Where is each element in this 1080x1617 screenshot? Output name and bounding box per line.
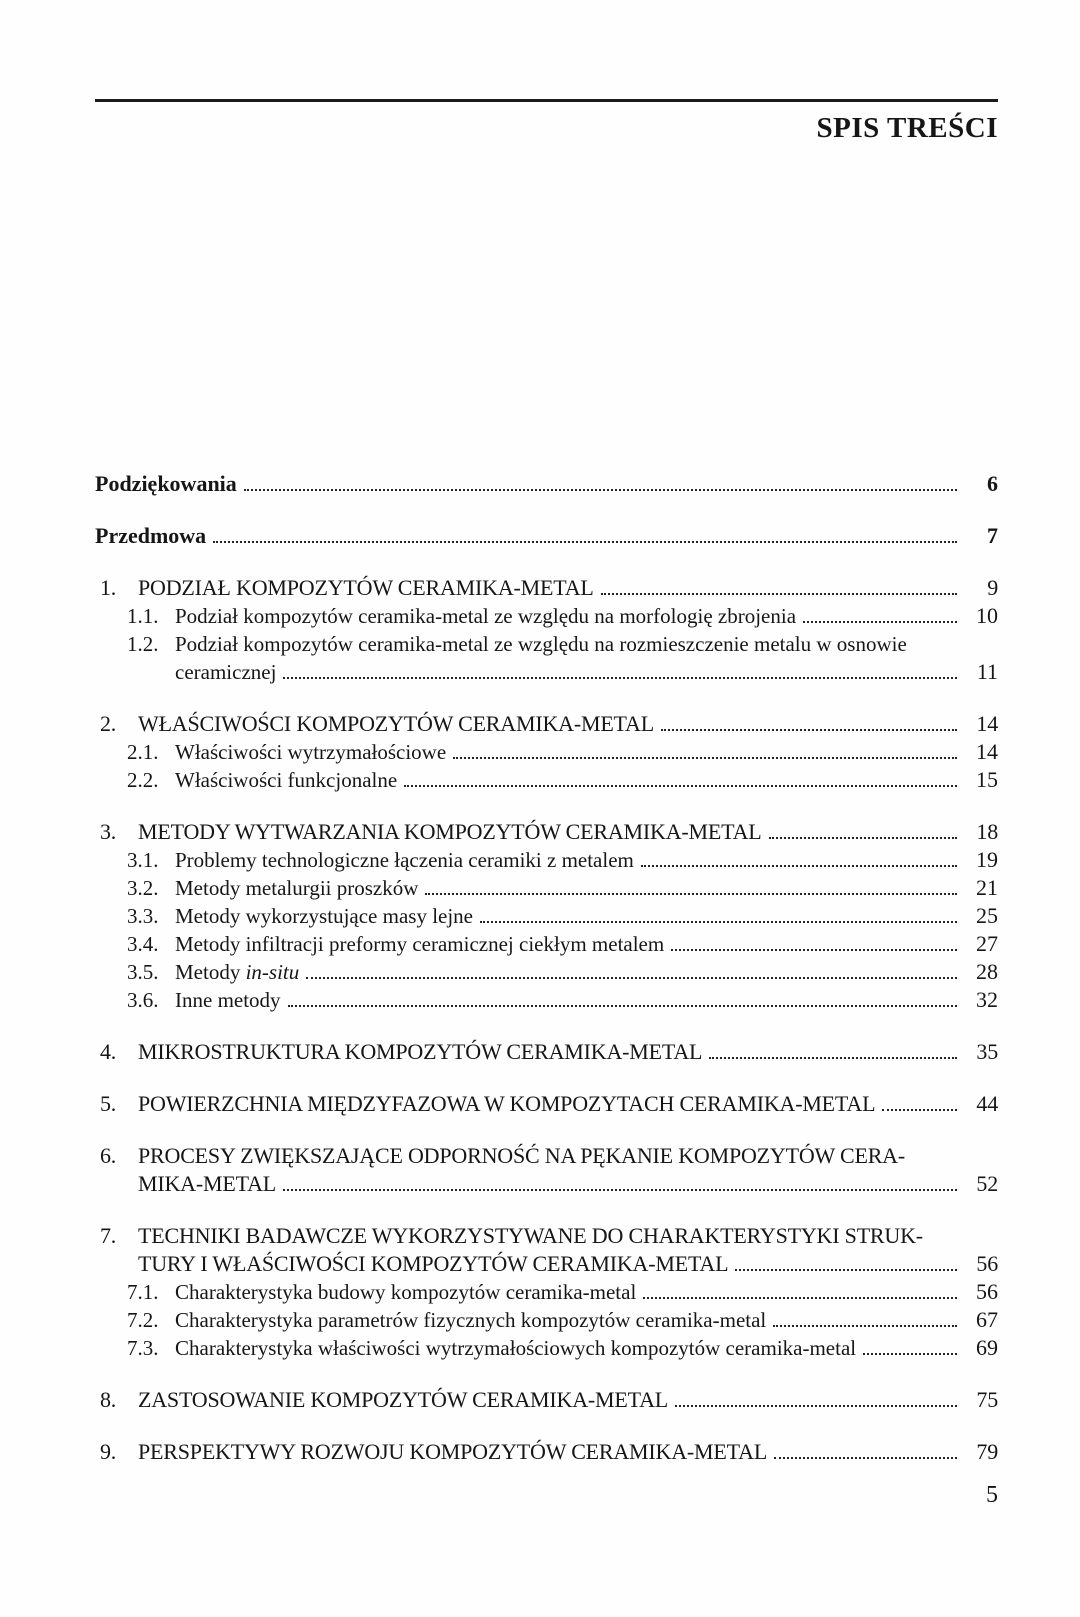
page-title: SPIS TREŚCI (816, 112, 998, 144)
dot-leader (244, 489, 957, 491)
toc-entry (95, 846, 998, 874)
dot-leader (769, 837, 957, 839)
page-number-folio: 5 (986, 1482, 998, 1508)
entry-text: MIKROSTRUKTURA KOMPOZYTÓW CERAMIKA-METAL (138, 1039, 703, 1064)
toc-entry (95, 602, 998, 630)
entry-text: TURY I WŁAŚCIWOŚCI KOMPOZYTÓW CERAMIKA-METAL (138, 1251, 729, 1276)
entry-text: Metody in-situ (175, 960, 300, 984)
toc-entry-line (95, 738, 998, 766)
entry-number: 7.2. (127, 1308, 159, 1332)
entry-page-number: 44 (976, 1091, 998, 1116)
entry-text: METODY WYTWARZANIA KOMPOZYTÓW CERAMIKA-METAL (138, 819, 762, 844)
entry-number: 7. (100, 1223, 117, 1248)
dot-leader (661, 729, 957, 731)
entry-text: Metody wykorzystujące masy lejne (175, 904, 473, 928)
entry-number: 3.6. (127, 988, 159, 1012)
entry-text: Podział kompozytów ceramika-metal ze względu na morfologię zbrojenia (175, 604, 797, 628)
toc-entry (95, 766, 998, 794)
entry-number: 1.1. (127, 604, 159, 628)
entry-text: Przedmowa (95, 523, 207, 548)
toc-entry-line (95, 710, 998, 738)
toc-entry-line (95, 1038, 998, 1066)
entry-page-number: 56 (976, 1251, 998, 1276)
toc-entry (95, 1306, 998, 1334)
table-of-contents (95, 470, 998, 1466)
entry-page-number: 79 (976, 1439, 998, 1464)
entry-text: Inne metody (175, 988, 281, 1012)
entry-page-number: 6 (987, 471, 998, 496)
entry-number: 9. (100, 1439, 117, 1464)
entry-page-number: 15 (976, 767, 998, 792)
toc-entry-line (95, 630, 998, 658)
toc-entry-line (95, 1142, 998, 1170)
dot-leader (283, 1189, 957, 1191)
toc-entry (95, 1386, 998, 1414)
toc-entry-line (95, 1222, 998, 1250)
entry-text: Właściwości funkcjonalne (175, 768, 398, 792)
dot-leader (404, 785, 957, 787)
entry-number: 3.5. (127, 960, 159, 984)
entry-text: Metody metalurgii proszków (175, 876, 419, 900)
toc-entry (95, 818, 998, 846)
entry-text-italic: in-situ (245, 960, 300, 984)
entry-number: 3.2. (127, 876, 159, 900)
entry-text: WŁAŚCIWOŚCI KOMPOZYTÓW CERAMIKA-METAL (138, 711, 654, 736)
toc-entry-line (95, 1250, 998, 1278)
entry-number: 3. (100, 819, 117, 844)
toc-entry-line (95, 1306, 998, 1334)
entry-text: Metody infiltracji preformy ceramicznej ciekłym metalem (175, 932, 665, 956)
toc-entry (95, 710, 998, 738)
toc-entry (95, 958, 998, 986)
toc-entry (95, 738, 998, 766)
entry-text: Charakterystyka parametrów fizycznych kompozytów ceramika-metal (175, 1308, 767, 1332)
toc-entry (95, 1278, 998, 1306)
entry-text: Podziękowania (95, 471, 237, 496)
entry-text: Właściwości wytrzymałościowe (175, 740, 447, 764)
toc-entry (95, 522, 998, 550)
toc-entry-line (95, 470, 998, 498)
entry-page-number: 18 (976, 819, 998, 844)
toc-entry-line (95, 902, 998, 930)
dot-leader (863, 1353, 957, 1355)
entry-text: TECHNIKI BADAWCZE WYKORZYSTYWANE DO CHARAKTERYSTYKI STRUK- (138, 1223, 923, 1248)
entry-page-number: 21 (976, 875, 998, 900)
entry-page-number: 14 (976, 711, 998, 736)
entry-number: 5. (100, 1091, 117, 1116)
entry-page-number: 9 (987, 575, 998, 600)
header-rule (95, 99, 998, 102)
entry-text: PROCESY ZWIĘKSZAJĄCE ODPORNOŚĆ NA PĘKANIE KOMPOZYTÓW CERA- (138, 1143, 905, 1168)
entry-number: 3.3. (127, 904, 159, 928)
dot-leader (675, 1405, 957, 1407)
toc-entry (95, 930, 998, 958)
entry-number: 1. (100, 575, 117, 600)
entry-page-number: 69 (976, 1335, 998, 1360)
entry-page-number: 52 (976, 1171, 998, 1196)
toc-entry (95, 874, 998, 902)
dot-leader (213, 541, 957, 543)
entry-text: ceramicznej (175, 660, 277, 684)
entry-page-number: 32 (976, 987, 998, 1012)
dot-leader (641, 865, 957, 867)
dot-leader (709, 1057, 957, 1059)
dot-leader (425, 893, 957, 895)
toc-entry-line (95, 602, 998, 630)
toc-entry-line (95, 874, 998, 902)
toc-entry (95, 1090, 998, 1118)
entry-page-number: 56 (976, 1279, 998, 1304)
entry-number: 3.4. (127, 932, 159, 956)
toc-entry-line (95, 958, 998, 986)
entry-page-number: 67 (976, 1307, 998, 1332)
entry-page-number: 10 (976, 603, 998, 628)
entry-number: 2.1. (127, 740, 159, 764)
dot-leader (453, 757, 957, 759)
entry-page-number: 28 (976, 959, 998, 984)
toc-entry-line (95, 1438, 998, 1466)
entry-number: 1.2. (127, 632, 159, 656)
toc-entry-line (95, 1090, 998, 1118)
entry-page-number: 35 (976, 1039, 998, 1064)
toc-entry (95, 1038, 998, 1066)
entry-number: 2.2. (127, 768, 159, 792)
toc-entry-line (95, 930, 998, 958)
toc-entry (95, 470, 998, 498)
toc-entry (95, 574, 998, 602)
toc-entry-line (95, 522, 998, 550)
entry-text: PODZIAŁ KOMPOZYTÓW CERAMIKA-METAL (138, 575, 594, 600)
toc-entry (95, 1142, 998, 1198)
toc-entry (95, 1222, 998, 1278)
toc-entry-line (95, 574, 998, 602)
toc-entry (95, 630, 998, 686)
entry-text: Podział kompozytów ceramika-metal ze względu na rozmieszczenie metalu w osnowie (175, 632, 907, 656)
dot-leader (671, 949, 957, 951)
entry-text: POWIERZCHNIA MIĘDZYFAZOWA W KOMPOZYTACH CERAMIKA-METAL (138, 1091, 876, 1116)
entry-page-number: 14 (976, 739, 998, 764)
entry-text: MIKA-METAL (138, 1171, 276, 1196)
toc-entry (95, 1334, 998, 1362)
toc-entry (95, 1438, 998, 1466)
entry-number: 2. (100, 711, 117, 736)
entry-page-number: 7 (987, 523, 998, 548)
entry-number: 3.1. (127, 848, 159, 872)
toc-entry-line (95, 1386, 998, 1414)
dot-leader (288, 1005, 957, 1007)
dot-leader (773, 1325, 957, 1327)
entry-text: Charakterystyka budowy kompozytów ceramika-metal (175, 1280, 637, 1304)
entry-text: Problemy technologiczne łączenia ceramiki z metalem (175, 848, 634, 872)
dot-leader (306, 977, 957, 979)
entry-number: 4. (100, 1039, 117, 1064)
entry-page-number: 25 (976, 903, 998, 928)
entry-text: ZASTOSOWANIE KOMPOZYTÓW CERAMIKA-METAL (138, 1387, 669, 1412)
toc-entry (95, 902, 998, 930)
toc-entry-line (95, 846, 998, 874)
entry-number: 7.1. (127, 1280, 159, 1304)
entry-text: PERSPEKTYWY ROZWOJU KOMPOZYTÓW CERAMIKA-METAL (138, 1439, 768, 1464)
dot-leader (480, 921, 957, 923)
entry-number: 6. (100, 1143, 117, 1168)
entry-text: Charakterystyka właściwości wytrzymałościowych kompozytów ceramika-metal (175, 1336, 857, 1360)
toc-entry (95, 986, 998, 1014)
toc-entry-line (95, 1334, 998, 1362)
dot-leader (774, 1457, 957, 1459)
dot-leader (735, 1269, 957, 1271)
toc-entry-line (95, 766, 998, 794)
entry-number: 8. (100, 1387, 117, 1412)
dot-leader (643, 1297, 957, 1299)
dot-leader (601, 593, 957, 595)
toc-entry-line (95, 1170, 998, 1198)
dot-leader (882, 1109, 957, 1111)
entry-page-number: 11 (976, 659, 998, 684)
dot-leader (803, 621, 957, 623)
entry-page-number: 75 (976, 1387, 998, 1412)
toc-entry-line (95, 1278, 998, 1306)
toc-entry-line (95, 986, 998, 1014)
toc-entry-line (95, 818, 998, 846)
entry-page-number: 19 (976, 847, 998, 872)
entry-number: 7.3. (127, 1336, 159, 1360)
entry-page-number: 27 (976, 931, 998, 956)
toc-entry-line (95, 658, 998, 686)
dot-leader (283, 677, 957, 679)
